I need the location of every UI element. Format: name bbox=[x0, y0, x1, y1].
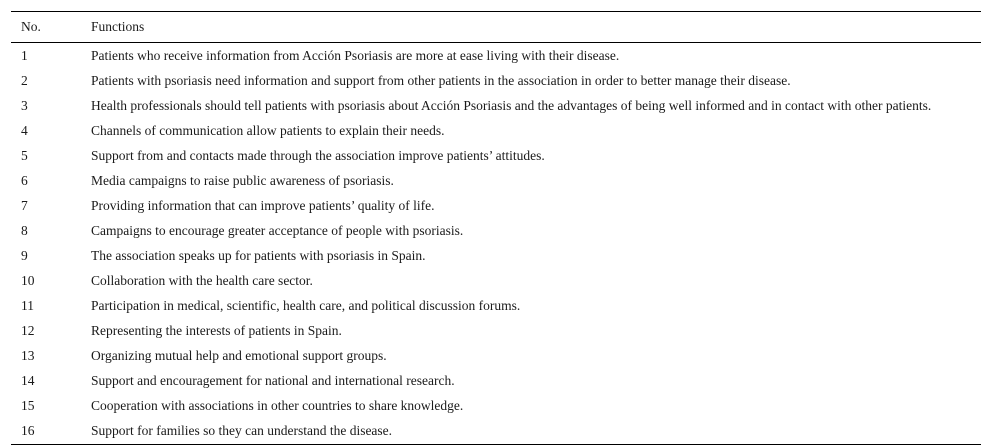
row-function: Providing information that can improve patients’ quality of life. bbox=[91, 198, 435, 213]
row-function: The association speaks up for patients with psoriasis in Spain. bbox=[91, 248, 426, 263]
header-row bbox=[11, 12, 981, 43]
header-number: No. bbox=[21, 19, 41, 34]
table-row bbox=[11, 244, 981, 269]
row-number: 5 bbox=[21, 148, 28, 163]
table-row bbox=[11, 43, 981, 70]
functions-table bbox=[11, 11, 981, 445]
row-number: 9 bbox=[21, 248, 28, 263]
table-row bbox=[11, 194, 981, 219]
row-number: 16 bbox=[21, 423, 35, 438]
row-function: Campaigns to encourage greater acceptance of people with psoriasis. bbox=[91, 223, 464, 238]
row-number: 1 bbox=[21, 48, 28, 63]
table-row bbox=[11, 169, 981, 194]
table-row bbox=[11, 69, 981, 94]
row-function: Participation in medical, scientific, health care, and political discussion forums. bbox=[91, 298, 521, 313]
row-function: Support for families so they can understand the disease. bbox=[91, 423, 393, 438]
row-number: 14 bbox=[21, 373, 35, 388]
functions-table-container bbox=[11, 11, 981, 445]
row-function: Support from and contacts made through the association improve patients’ attitudes. bbox=[91, 148, 545, 163]
row-number: 13 bbox=[21, 348, 35, 363]
row-number: 4 bbox=[21, 123, 28, 138]
table-row bbox=[11, 319, 981, 344]
row-function: Media campaigns to raise public awareness of psoriasis. bbox=[91, 173, 394, 188]
table-row bbox=[11, 344, 981, 369]
table-body bbox=[11, 43, 981, 445]
table-row bbox=[11, 369, 981, 394]
row-number: 6 bbox=[21, 173, 28, 188]
row-number: 12 bbox=[21, 323, 35, 338]
table-row bbox=[11, 119, 981, 144]
row-function: Patients with psoriasis need information and support from other patients in the association in order to better manage their disease. bbox=[91, 73, 791, 88]
table-row bbox=[11, 144, 981, 169]
table-row bbox=[11, 419, 981, 445]
table-row bbox=[11, 219, 981, 244]
row-function: Organizing mutual help and emotional support groups. bbox=[91, 348, 387, 363]
row-function: Channels of communication allow patients to explain their needs. bbox=[91, 123, 445, 138]
row-number: 7 bbox=[21, 198, 28, 213]
table-row bbox=[11, 294, 981, 319]
table-row bbox=[11, 394, 981, 419]
table-row bbox=[11, 94, 981, 119]
row-number: 11 bbox=[21, 298, 34, 313]
table-row bbox=[11, 269, 981, 294]
row-number: 2 bbox=[21, 73, 28, 88]
row-number: 15 bbox=[21, 398, 35, 413]
row-number: 10 bbox=[21, 273, 35, 288]
row-function: Health professionals should tell patients with psoriasis about Acción Psoriasis and the advantages of being well informed and in contact with other patients. bbox=[91, 98, 932, 113]
header-functions: Functions bbox=[91, 19, 145, 34]
row-number: 8 bbox=[21, 223, 28, 238]
row-function: Representing the interests of patients in Spain. bbox=[91, 323, 342, 338]
row-function: Cooperation with associations in other countries to share knowledge. bbox=[91, 398, 464, 413]
table-header bbox=[11, 12, 981, 43]
row-number: 3 bbox=[21, 98, 28, 113]
row-function: Collaboration with the health care sector. bbox=[91, 273, 313, 288]
row-function: Patients who receive information from Acción Psoriasis are more at ease living with their disease. bbox=[91, 48, 620, 63]
row-function: Support and encouragement for national and international research. bbox=[91, 373, 455, 388]
